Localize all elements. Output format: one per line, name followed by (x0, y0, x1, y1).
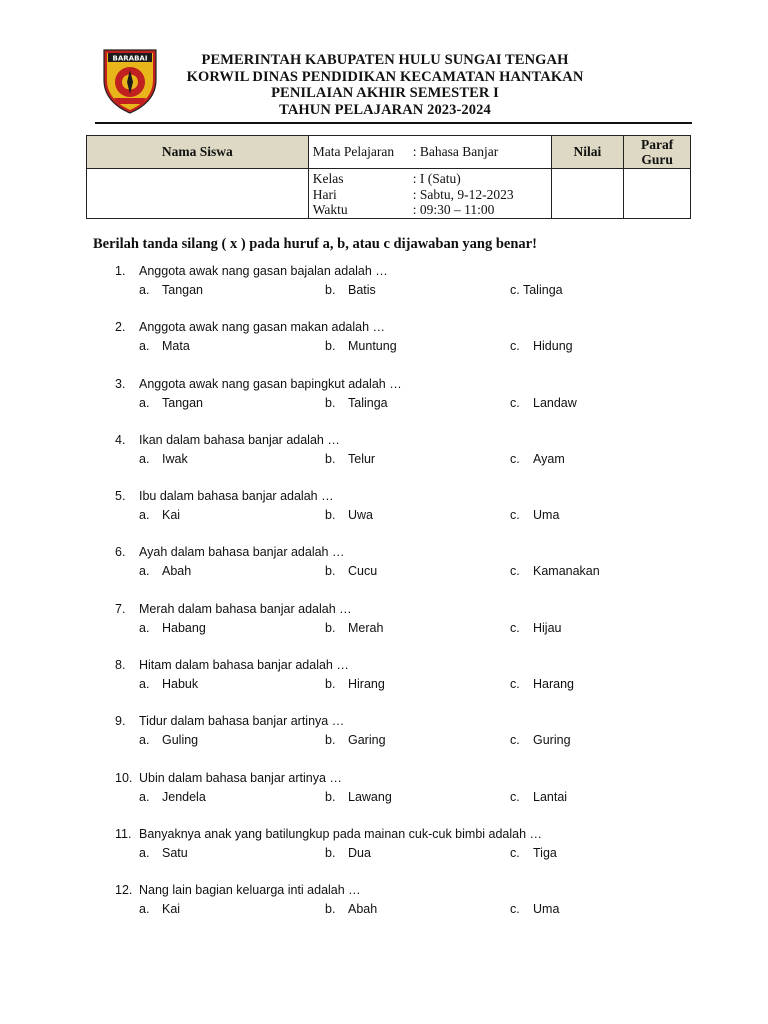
question-item (0, 769, 768, 825)
question-number: 12. (115, 883, 133, 898)
option-c-text: Lantai (533, 789, 568, 804)
option-b-text: Garing (348, 733, 386, 748)
letterhead-line-2: KORWIL DINAS PENDIDIKAN KECAMATAN HANTAKAN (186, 68, 584, 85)
option-b[interactable]: b. Batis (325, 283, 376, 297)
option-c[interactable]: c. Hijau (510, 620, 562, 635)
question-text: Nang lain bagian keluarga inti adalah … (139, 883, 361, 898)
option-a[interactable]: a. Tangan (139, 283, 204, 297)
option-c-text: Ayam (533, 451, 565, 466)
option-c-text: Tiga (533, 845, 557, 860)
instruction-text: Berilah tanda silang ( x ) pada huruf a, b, atau c dijawaban yang benar! (93, 236, 537, 252)
option-a-text: Iwak (162, 451, 188, 466)
option-c-text: Uma (533, 902, 560, 917)
option-b-text: Abah (348, 902, 378, 917)
question-item (0, 712, 768, 768)
option-a[interactable]: a. Abah (139, 564, 192, 579)
option-b-text: Cucu (348, 564, 378, 579)
option-c[interactable]: c. Uma (510, 508, 560, 523)
option-b-text: Merah (348, 620, 384, 635)
nama-siswa-field[interactable] (87, 169, 309, 219)
letterhead (160, 52, 610, 118)
nama-siswa-header: Nama Siswa (87, 136, 309, 169)
option-b-text: Dua (348, 845, 371, 860)
option-b[interactable]: b. Uwa (325, 508, 374, 523)
option-a[interactable]: a. Guling (139, 733, 199, 748)
option-b-text: Hirang (348, 677, 385, 692)
question-text: Banyaknya anak yang batilungkup pada mainan cuk-cuk bimbi adalah … (139, 826, 543, 841)
letterhead-line-1: PEMERINTAH KABUPATEN HULU SUNGAI TENGAH (201, 52, 569, 68)
paraf-label: Paraf (640, 137, 674, 152)
question-item (0, 881, 768, 937)
kelas-value: : I (Satu) (412, 171, 461, 186)
option-b[interactable]: b. Telur (325, 451, 376, 466)
option-a[interactable]: a. Tangan (139, 395, 204, 410)
question-item (0, 487, 768, 543)
option-b[interactable]: b. Cucu (325, 564, 378, 579)
option-b-text: Batis (348, 283, 376, 297)
option-a[interactable]: a. Habang (139, 620, 206, 635)
option-c[interactable]: c. Harang (510, 677, 574, 692)
option-a[interactable]: a. Iwak (139, 451, 188, 466)
option-c[interactable]: c. Landaw (510, 395, 577, 410)
option-c-text: Talinga (522, 283, 563, 297)
question-number: 9. (115, 714, 126, 729)
option-c-text: Harang (533, 677, 574, 692)
question-text: Ubin dalam bahasa banjar artinya … (139, 770, 342, 785)
letterhead-divider (95, 122, 692, 124)
paraf-guru-header (624, 136, 691, 169)
option-b-text: Uwa (348, 508, 374, 523)
student-identity-table (86, 135, 691, 219)
question-number: 3. (115, 376, 126, 391)
option-c-text: Uma (533, 508, 560, 523)
option-c-text: Hijau (533, 620, 562, 635)
question-text: Anggota awak nang gasan bapingkut adalah … (139, 376, 402, 391)
option-b[interactable]: b. Merah (325, 620, 384, 635)
barabai-emblem-logo (100, 44, 160, 114)
question-text: Anggota awak nang gasan makan adalah … (139, 320, 386, 335)
letterhead-line-4: TAHUN PELAJARAN 2023-2024 (279, 101, 491, 118)
option-c-text: Hidung (533, 339, 573, 354)
question-text: Anggota awak nang gasan bajalan adalah … (139, 264, 388, 278)
option-a-text: Kai (162, 902, 181, 917)
question-number: 7. (115, 601, 126, 616)
option-c[interactable]: c. Tiga (510, 845, 557, 860)
option-a[interactable]: a. Jendela (139, 789, 206, 804)
question-item (0, 375, 768, 431)
option-a-text: Habang (162, 620, 206, 635)
guru-label: Guru (641, 152, 673, 167)
option-a-text: Mata (162, 339, 190, 354)
option-a-text: Jendela (162, 789, 206, 804)
option-b-text: Muntung (348, 339, 397, 354)
option-a-text: Kai (162, 508, 181, 523)
question-item (0, 656, 768, 712)
question-item (0, 318, 768, 374)
option-b[interactable]: b. Garing (325, 733, 386, 748)
mata-pelajaran-value: : Bahasa Banjar (412, 144, 499, 159)
letterhead-line-3: PENILAIAN AKHIR SEMESTER I (271, 85, 499, 101)
option-c[interactable]: c. Talinga (510, 283, 563, 297)
option-c[interactable]: c. Guring (510, 733, 571, 748)
question-number: 11. (115, 826, 132, 841)
option-b[interactable]: b. Lawang (325, 789, 392, 804)
option-c[interactable]: c. Hidung (510, 339, 573, 354)
option-b-text: Telur (348, 451, 376, 466)
question-item (0, 543, 768, 599)
option-b[interactable]: b. Talinga (325, 395, 388, 410)
question-number: 4. (115, 432, 126, 447)
option-a-text: Habuk (162, 677, 199, 692)
option-c-text: Landaw (533, 395, 577, 410)
kelas-label: Kelas (312, 171, 344, 186)
option-c-text: Kamanakan (533, 564, 600, 579)
option-b-text: Talinga (348, 395, 388, 410)
option-b[interactable]: b. Hirang (325, 677, 385, 692)
question-number: 1. (115, 264, 126, 278)
option-a-text: Satu (162, 845, 188, 860)
hari-value: : Sabtu, 9-12-2023 (412, 186, 514, 202)
question-item (0, 431, 768, 487)
question-text: Hitam dalam bahasa banjar adalah … (139, 658, 349, 673)
option-b[interactable]: b. Muntung (325, 339, 397, 354)
question-number: 5. (115, 489, 126, 504)
waktu-value: : 09:30 – 11:00 (412, 202, 495, 217)
option-c[interactable]: c. Kamanakan (510, 564, 600, 579)
nilai-header: Nilai (551, 136, 624, 169)
option-b[interactable]: b. Abah (325, 902, 378, 917)
question-item (0, 262, 768, 318)
question-item (0, 600, 768, 656)
question-number: 6. (115, 545, 126, 560)
option-c[interactable]: c. Uma (510, 902, 560, 917)
option-b[interactable]: b. Dua (325, 845, 371, 860)
nilai-field[interactable] (551, 169, 624, 219)
question-number: 8. (115, 658, 126, 673)
waktu-label: Waktu (312, 202, 348, 217)
question-number: 10. (115, 770, 133, 785)
question-text: Tidur dalam bahasa banjar artinya … (139, 714, 345, 729)
option-a-text: Guling (162, 733, 199, 748)
option-c[interactable]: c. Lantai (510, 789, 568, 804)
question-text: Merah dalam bahasa banjar adalah … (139, 601, 352, 616)
question-list (0, 262, 768, 938)
hari-label: Hari (312, 186, 337, 202)
option-a[interactable]: a. Kai (139, 508, 181, 523)
question-text: Ibu dalam bahasa banjar adalah … (139, 489, 334, 504)
question-text: Ikan dalam bahasa banjar adalah … (139, 432, 340, 447)
class-schedule-info (308, 169, 551, 219)
option-a-text: Tangan (162, 395, 204, 410)
option-c[interactable]: c. Ayam (510, 451, 565, 466)
question-text: Ayah dalam bahasa banjar adalah … (139, 545, 345, 560)
option-b-text: Lawang (348, 789, 392, 804)
option-a-text: Tangan (162, 283, 204, 297)
question-number: 2. (115, 320, 126, 335)
option-a[interactable]: a. Satu (139, 845, 188, 860)
option-a[interactable]: a. Kai (139, 902, 181, 917)
option-a[interactable]: a. Mata (139, 339, 190, 354)
mata-pelajaran-label: Mata Pelajaran (312, 144, 395, 159)
option-c-text: Guring (533, 733, 571, 748)
logo-text: BARABAI (112, 54, 148, 63)
option-a-text: Abah (162, 564, 192, 579)
question-item (0, 825, 768, 881)
option-a[interactable]: a. Habuk (139, 677, 199, 692)
mata-pelajaran-cell (308, 136, 551, 169)
paraf-guru-field[interactable] (624, 169, 691, 219)
